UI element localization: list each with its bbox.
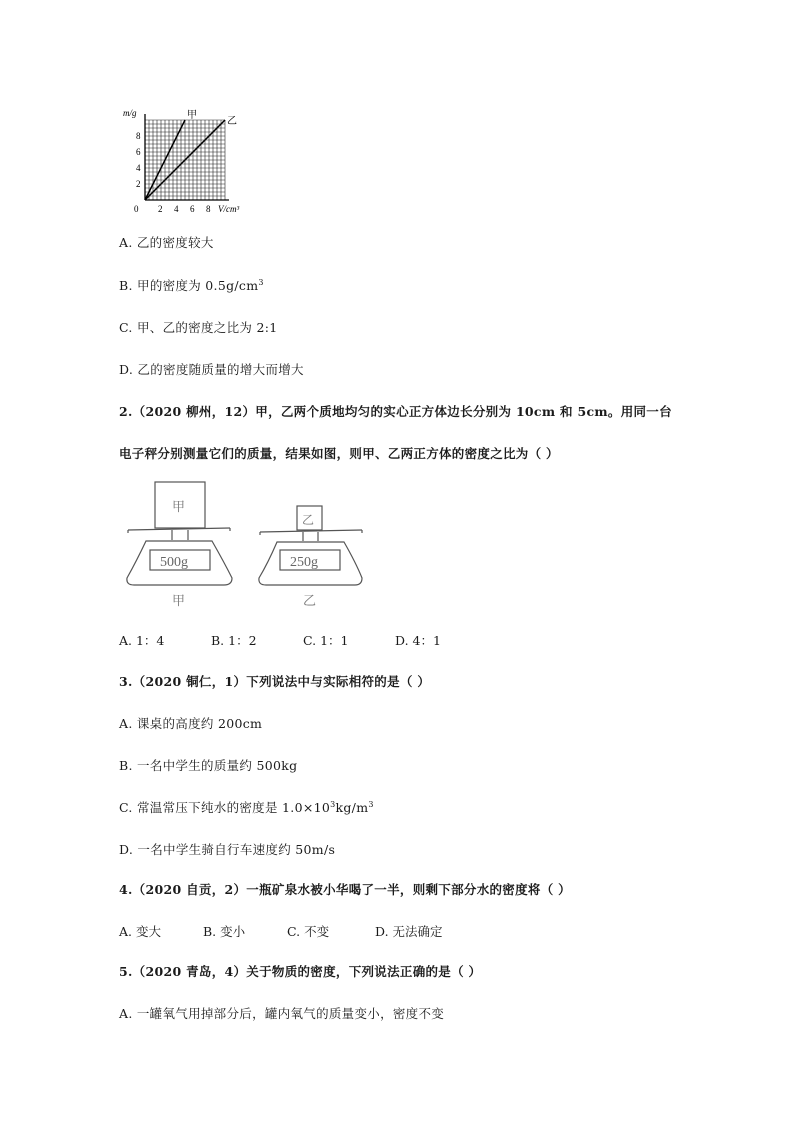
q2-stem-line2: 电子秤分别测量它们的质量，结果如图，则甲、乙两正方体的密度之比为（ ） [119, 446, 559, 461]
q3-stem: 3.（2020 铜仁，1）下列说法中与实际相符的是（ ） [119, 674, 431, 689]
q3-option-b: B. 一名中学生的质量约 500kg [119, 758, 298, 773]
q2-options [119, 631, 441, 649]
q1-option-b [119, 276, 264, 294]
display-yi-value: 250g [290, 555, 318, 570]
q2-option-d: D. 4：1 [395, 633, 441, 648]
q4-option-b: B. 变小 [203, 924, 246, 939]
display-jia-value: 500g [160, 555, 188, 570]
scale-yi-caption: 乙 [303, 593, 317, 608]
scales-figure [120, 478, 380, 613]
q3-option-c-unit: kg/m [335, 800, 369, 815]
graph-y-ticks [136, 131, 141, 189]
q3-option-c-sup2: 3 [368, 799, 374, 809]
y-tick-label: 2 [136, 179, 141, 189]
x-tick-label: 4 [174, 204, 179, 214]
graph-x-ticks [158, 204, 211, 214]
q3-option-c-text: C. 常温常压下纯水的密度是 1.0×10 [119, 800, 331, 815]
block-yi-label: 乙 [302, 513, 315, 527]
y-tick-label: 8 [136, 131, 141, 141]
q4-option-c: C. 不变 [287, 924, 330, 939]
x-tick-label: 8 [206, 204, 211, 214]
q3-option-a: A. 课桌的高度约 200cm [119, 716, 263, 731]
x-tick-label: 2 [158, 204, 163, 214]
graph-xlabel: V/cm³ [218, 204, 240, 214]
q3-option-c-sup1: 3 [330, 799, 336, 809]
q1-option-c: C. 甲、乙的密度之比为 2:1 [119, 320, 278, 335]
q5-stem: 5.（2020 青岛，4）关于物质的密度，下列说法正确的是（ ） [119, 964, 482, 979]
y-tick-label: 6 [136, 147, 141, 157]
q3-option-c [119, 798, 374, 816]
x-tick-label: 6 [190, 204, 195, 214]
y-tick-label: 4 [136, 163, 141, 173]
mass-volume-graph [115, 100, 255, 220]
q2-option-b: B. 1：2 [211, 633, 257, 648]
q2-option-a: A. 1：4 [119, 633, 165, 648]
q4-option-d: D. 无法确定 [375, 924, 443, 939]
q3-option-d: D. 一名中学生骑自行车速度约 50m/s [119, 842, 336, 857]
line-jia-label: 甲 [187, 110, 197, 121]
scale-jia-caption: 甲 [172, 593, 186, 608]
graph-ylabel: m/g [123, 108, 137, 118]
q1-option-b-sup: 3 [258, 277, 264, 287]
q2-stem-line1: 2.（2020 柳州，12）甲，乙两个质地均匀的实心正方体边长分别为 10cm 和 5cm。用同一台 [119, 404, 672, 419]
q5-option-a: A. 一罐氧气用掉部分后，罐内氧气的质量变小，密度不变 [119, 1006, 445, 1021]
q4-stem: 4.（2020 自贡，2）一瓶矿泉水被小华喝了一半，则剩下部分水的密度将（ ） [119, 882, 571, 897]
q2-option-c: C. 1：1 [303, 633, 349, 648]
q4-options [119, 922, 443, 940]
block-jia-label: 甲 [172, 499, 186, 514]
line-yi-label: 乙 [227, 116, 237, 127]
q4-option-a: A. 变大 [119, 924, 161, 939]
q1-option-d: D. 乙的密度随质量的增大而增大 [119, 362, 304, 377]
graph-origin-label: 0 [134, 204, 139, 214]
q1-option-b-text: B. 甲的密度为 0.5g/cm [119, 278, 259, 293]
q1-option-a: A. 乙的密度较大 [119, 235, 214, 250]
